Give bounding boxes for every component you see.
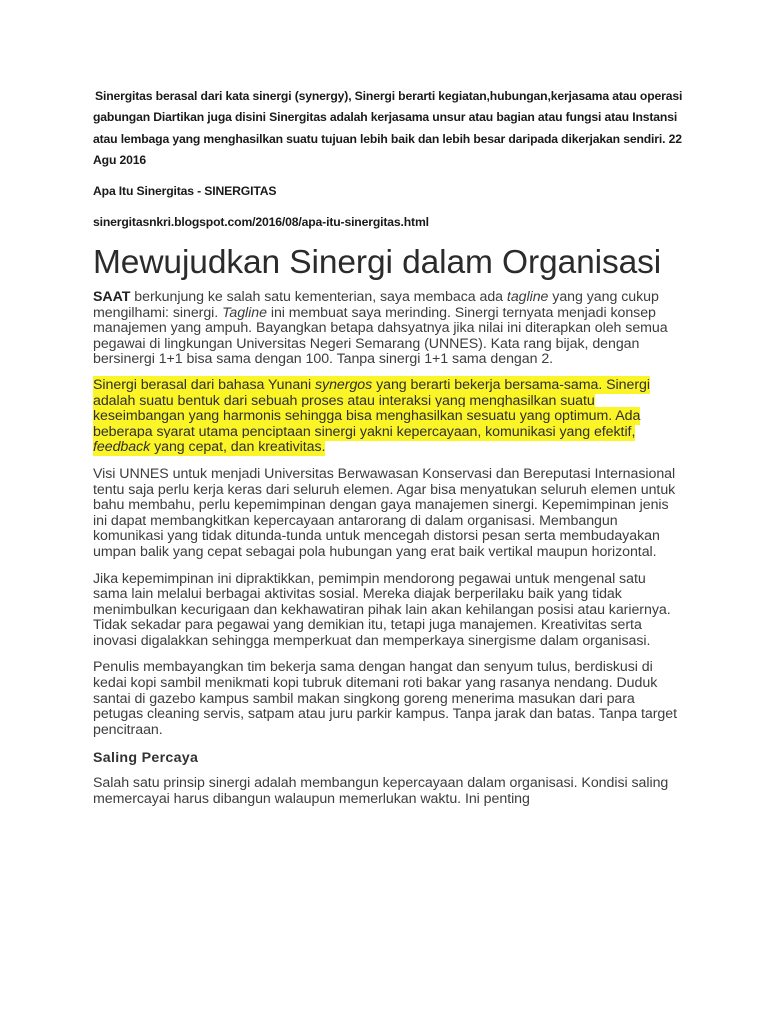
paragraph-4: Jika kepemimpinan ini dipraktikkan, pemimpin mendorong pegawai untuk mengenal satu sama lain melalui berbagai aktivitas sosial. Mereka diajak berperilaku baik yang tidak menimbulkan kecurigaan dan kekhawatiran pihak lain akan kehilangan posisi atau kariernya. Tidak sekadar para pegawai yang demikian itu, tetapi juga manajemen. Kreativitas serta inovasi digalakkan sehingga memperkuat dan memperkaya sinergisme dalam organisasi.	[93, 570, 671, 649]
source-title: Apa Itu Sinergitas - SINERGITAS	[93, 184, 277, 199]
p2-italic-2: feedback	[93, 439, 151, 456]
p1-text-2: yang yang cukup mengilhami: sinergi.	[93, 289, 659, 321]
article-title: Mewujudkan Sinergi dalam Organisasi	[93, 244, 662, 281]
source-url: sinergitasnkri.blogspot.com/2016/08/apa-itu-sinergitas.html	[93, 215, 429, 230]
p2-italic-1: synergos	[315, 376, 373, 393]
summary-intro: Sinergitas berasal dari kata sinergi (synergy), Sinergi berarti kegiatan,hubungan,kerjasama atau operasi gabungan Diartikan juga disini Sinergitas adalah kerjasama unsur atau bagian atau fungsi atau Instansi atau lembaga yang menghasilkan suatu tujuan lebih baik dan lebih besar daripada dikerjakan sendiri. 22 Agu 2016	[93, 89, 683, 167]
p1-italic-1: tagline	[506, 289, 549, 305]
p1-text-3: ini membuat saya merinding. Sinergi ternyata menjadi konsep manajemen yang ampuh. Bayangkan betapa dahsyatnya jika nilai ini diterapkan oleh semua pegawai di lingkungan Universitas Negeri Semarang (UNNES). Kata rang bijak, dengan bersinergi 1+1 bisa sama dengan 100. Tanpa sinergi 1+1 sama dengan 2.	[93, 304, 668, 368]
p2-text-2: yang berarti bekerja bersama-sama. Sinergi adalah suatu bentuk dari sebuah proses atau interaksi yang menghasilkan suatu keseimbangan yang harmonis sehingga bisa menghasilkan sesuatu yang optimum. Ada beberapa syarat utama penciptaan sinergi yakni kepercayaan, komunikasi yang efektif,	[93, 376, 650, 440]
lead-word: SAAT	[93, 289, 131, 305]
paragraph-6: Salah satu prinsip sinergi adalah membangun kepercayaan dalam organisasi. Kondisi saling memercayai harus dibangun walaupun memerlukan waktu. Ini penting	[93, 775, 669, 808]
p1-italic-2: Tagline	[222, 304, 267, 321]
p2-text-3: yang cepat, dan kreativitas.	[150, 439, 326, 456]
section-heading: Saling Percaya	[93, 750, 199, 767]
paragraph-5: Penulis membayangkan tim bekerja sama dengan hangat dan senyum tulus, berdiskusi di kedai kopi sambil menikmati kopi tubruk ditemani roti bakar yang rasanya nendang. Duduk santai di gazebo kampus sambil makan singkong goreng menerima masukan dari para petugas cleaning servis, satpam atau juru parkir kampus. Tanpa jarak dan batas. Tanpa target pencitraan.	[93, 659, 678, 738]
paragraph-1	[93, 290, 678, 368]
highlighted-text	[93, 376, 650, 456]
article	[93, 244, 678, 808]
p2-text-1: Sinergi berasal dari bahasa Yunani	[93, 376, 315, 393]
p1-text-1: berkunjung ke salah satu kementerian, saya membaca ada	[130, 289, 507, 305]
paragraph-2-highlighted	[93, 378, 678, 456]
paragraph-3: Visi UNNES untuk menjadi Universitas Berwawasan Konservasi dan Bereputasi Internasional tentu saja perlu kerja keras dari seluruh elemen. Agar bisa menyatukan seluruh elemen untuk bahu membahu, perlu kepemimpinan dengan gaya manajemen sinergi. Kepemimpinan jenis ini dapat membangkitkan kepercayaan antarorang di dalam organisasi. Membangun komunikasi yang tidak ditunda-tunda untuk mencegah distorsi pesan serta membudayakan umpan balik yang cepat sebagai pola hubungan yang erat baik vertikal maupun horizontal.	[93, 465, 676, 560]
search-summary	[93, 86, 683, 234]
